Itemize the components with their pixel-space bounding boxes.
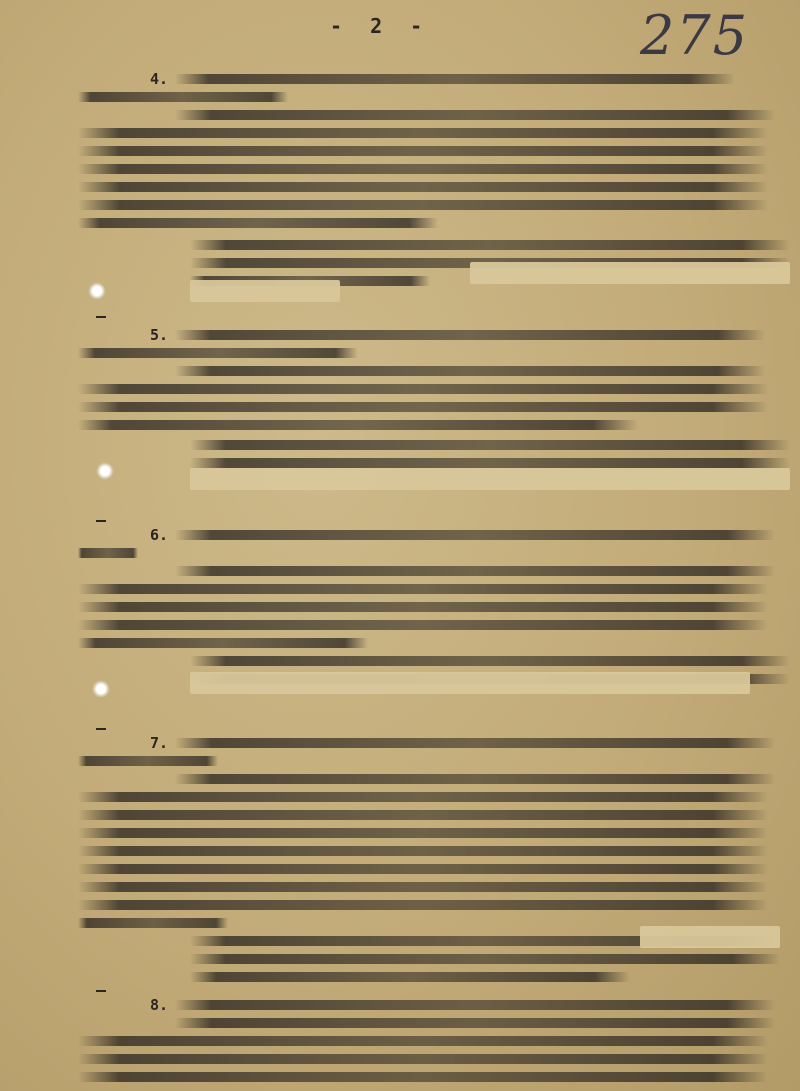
typed-line bbox=[190, 656, 790, 666]
typed-line bbox=[175, 738, 775, 748]
entry-number: 7. bbox=[150, 734, 169, 752]
typed-line bbox=[78, 92, 288, 102]
typed-line bbox=[175, 530, 775, 540]
entry-number: 4. bbox=[150, 70, 169, 88]
typed-line bbox=[175, 366, 765, 376]
page-mark: - 2 - bbox=[330, 14, 431, 38]
separator-dash bbox=[96, 728, 106, 730]
redaction-box bbox=[640, 926, 780, 948]
typed-line bbox=[175, 1000, 775, 1010]
typed-line bbox=[175, 330, 765, 340]
typed-line bbox=[78, 638, 368, 648]
typed-line bbox=[190, 440, 790, 450]
typed-line bbox=[78, 756, 218, 766]
entry-number: 6. bbox=[150, 526, 169, 544]
typed-line bbox=[190, 458, 790, 468]
typed-line bbox=[78, 602, 768, 612]
redaction-box bbox=[470, 262, 790, 284]
separator-dash bbox=[96, 520, 106, 522]
typed-line bbox=[78, 200, 768, 210]
typed-line bbox=[78, 146, 768, 156]
typed-line bbox=[190, 954, 780, 964]
typed-line bbox=[175, 566, 775, 576]
typed-line bbox=[78, 846, 768, 856]
typed-line bbox=[78, 218, 438, 228]
entry-number: 8. bbox=[150, 996, 169, 1014]
typed-line bbox=[78, 164, 768, 174]
typed-line bbox=[78, 828, 768, 838]
typed-line bbox=[175, 110, 775, 120]
typed-line bbox=[78, 810, 768, 820]
typed-line bbox=[78, 420, 638, 430]
typed-line bbox=[78, 128, 768, 138]
redaction-box bbox=[190, 468, 790, 490]
typed-line bbox=[78, 918, 228, 928]
typed-line bbox=[78, 402, 768, 412]
typed-line bbox=[78, 864, 768, 874]
typed-line bbox=[190, 240, 790, 250]
separator-dash bbox=[96, 316, 106, 318]
typed-line bbox=[78, 900, 768, 910]
punch-hole bbox=[96, 462, 114, 480]
typed-line bbox=[78, 584, 768, 594]
typed-line bbox=[175, 774, 775, 784]
typed-line bbox=[78, 348, 358, 358]
typed-line bbox=[175, 1018, 775, 1028]
typed-line bbox=[78, 548, 138, 558]
typed-line bbox=[78, 1036, 768, 1046]
typed-line bbox=[175, 74, 735, 84]
punch-hole bbox=[92, 680, 110, 698]
typed-line bbox=[190, 972, 630, 982]
typed-line bbox=[78, 792, 768, 802]
redaction-box bbox=[190, 280, 340, 302]
typed-line bbox=[78, 1072, 768, 1082]
typed-line bbox=[78, 620, 768, 630]
typed-line bbox=[78, 1054, 768, 1064]
separator-dash bbox=[96, 990, 106, 992]
typed-line bbox=[78, 882, 768, 892]
handwritten-page-number: 275 bbox=[640, 4, 750, 67]
redaction-box bbox=[190, 672, 750, 694]
typed-line bbox=[78, 384, 768, 394]
entry-number: 5. bbox=[150, 326, 169, 344]
punch-hole bbox=[88, 282, 106, 300]
typed-line bbox=[78, 182, 768, 192]
